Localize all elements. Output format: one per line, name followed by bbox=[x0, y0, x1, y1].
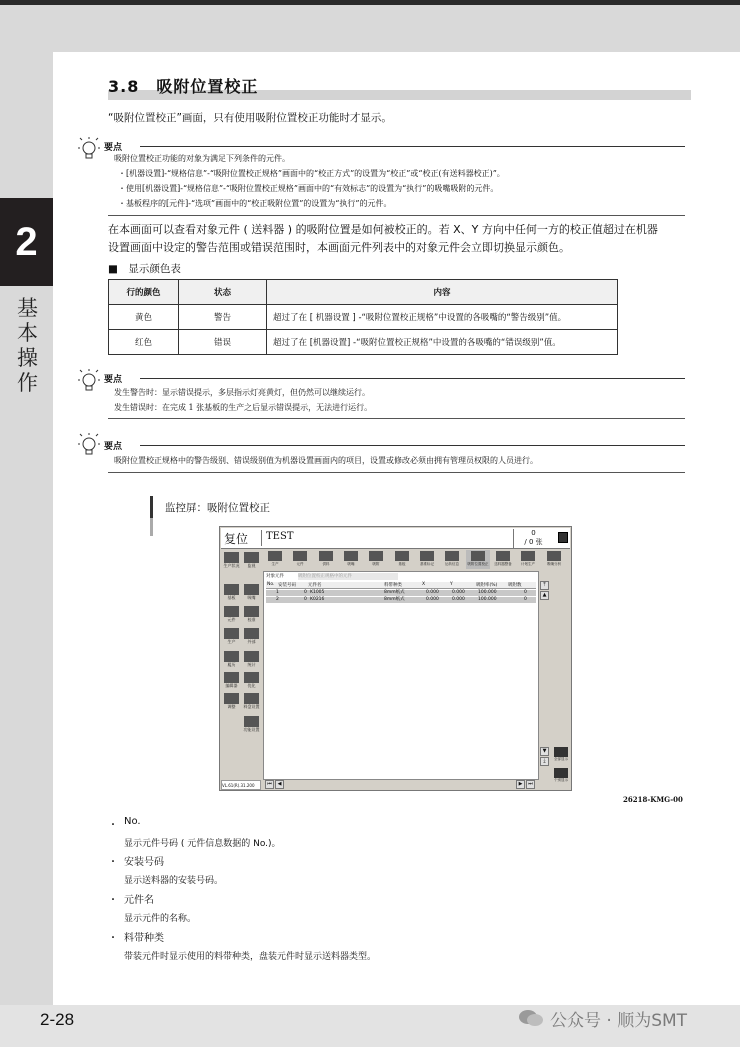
toolbar-button[interactable]: 吸嘴 bbox=[339, 550, 363, 569]
menu-button[interactable]: 功能设置 bbox=[242, 716, 261, 736]
toolbar-icon bbox=[420, 551, 434, 561]
menu-button[interactable]: 统计 bbox=[242, 651, 261, 671]
tip-line: ・使用[机器设置]-“规格信息”-“吸附位置校正规格”画面中的“有效标志”的设置为“执行”的吸嘴吸附的元件。 bbox=[118, 184, 499, 193]
tip-label: 要点 bbox=[104, 143, 123, 153]
lightbulb-icon bbox=[78, 369, 100, 395]
scroll-bottom-icon[interactable]: ⤓ bbox=[540, 757, 549, 766]
toolbar-button[interactable]: 元件 bbox=[288, 550, 312, 569]
show-single-icon bbox=[554, 768, 568, 778]
filter-label: 对象元件 bbox=[266, 574, 284, 579]
bullet-icon: ・ bbox=[108, 857, 118, 868]
toolbar-button[interactable]: 计划生产 bbox=[516, 550, 540, 569]
menu-icon bbox=[244, 693, 259, 704]
menu-button[interactable]: 吸嘴 bbox=[242, 584, 261, 604]
scroll-up-icon[interactable]: ▲ bbox=[540, 591, 549, 600]
toolbar-button[interactable]: 送料器整备 bbox=[491, 550, 515, 569]
table-cell: 超过了在 [机器设置] -“吸附位置校正规格”中设置的各吸嘴的“错误级别”值。 bbox=[267, 330, 618, 355]
section-title: 3.8 吸附位置校正 bbox=[108, 77, 259, 96]
definition-desc: 带装元件时显示使用的料带种类，盘装元件时显示送料器类型。 bbox=[124, 952, 377, 962]
table-header: 行的颜色 bbox=[109, 280, 179, 305]
menu-icon bbox=[244, 552, 259, 563]
menu-icon bbox=[224, 606, 239, 617]
menu-button[interactable]: 生产 bbox=[222, 628, 241, 648]
show-all-icon bbox=[554, 747, 568, 757]
body-line: 在本画面可以查看对象元件 ( 送料器 ) 的吸附位置是如何被校正的。若 X、Y 方向中任何一方的校正值超过在机器 bbox=[108, 223, 658, 236]
scroll-left-icon[interactable]: ◀ bbox=[275, 780, 284, 789]
screen-side-menu bbox=[221, 550, 261, 790]
tip-rule bbox=[140, 378, 685, 379]
menu-button[interactable]: 调整 bbox=[222, 693, 241, 713]
program-name: TEST bbox=[266, 531, 294, 542]
watermark: 公众号 · 顺为SMT bbox=[550, 1011, 688, 1031]
menu-icon bbox=[224, 628, 239, 639]
definition-desc: 显示元件号码 ( 元件信息数据的 No.)。 bbox=[124, 839, 281, 849]
menu-icon bbox=[244, 628, 259, 639]
menu-icon bbox=[244, 651, 259, 662]
menu-icon bbox=[244, 672, 259, 683]
toolbar-icon bbox=[369, 551, 383, 561]
component-list-panel bbox=[263, 571, 539, 780]
screen-header bbox=[221, 528, 570, 549]
counter-total: / 0 张 bbox=[524, 538, 543, 546]
scroll-down-icon[interactable]: ▼ bbox=[540, 747, 549, 756]
tip-divider bbox=[108, 418, 685, 419]
menu-icon bbox=[224, 651, 239, 662]
table-cell: 警告 bbox=[179, 305, 267, 330]
scroll-last-icon[interactable]: ⏭ bbox=[526, 780, 535, 789]
table-header: 状态 bbox=[179, 280, 267, 305]
menu-icon bbox=[244, 716, 259, 727]
close-icon[interactable] bbox=[558, 532, 568, 543]
menu-icon bbox=[244, 584, 259, 595]
software-version: VL.61(R).31.200 bbox=[221, 780, 261, 790]
menu-button[interactable]: 料盘设置 bbox=[242, 693, 261, 713]
menu-button[interactable]: 外部 bbox=[242, 628, 261, 648]
scroll-right-icon[interactable]: ▶ bbox=[516, 780, 525, 789]
grid-header: No. 安装号码 元件名 料带种类 X Y 吸附率(%) 吸附数 bbox=[266, 582, 536, 589]
definition-term: 料带种类 bbox=[124, 933, 164, 944]
table-cell: 红色 bbox=[109, 330, 179, 355]
tip-line: 吸附位置校正功能的对象为满足下列条件的元件。 bbox=[114, 154, 290, 163]
table-cell: 错误 bbox=[179, 330, 267, 355]
tip-rule bbox=[140, 445, 685, 446]
tip-line: 吸附位置校正规格中的警告级别、错误级别值为机器设置画面内的项目，设置或修改必须由拥有管理员权限的人员进行。 bbox=[114, 456, 538, 465]
bullet-icon: ・ bbox=[108, 820, 118, 831]
board-counter bbox=[513, 529, 553, 548]
menu-icon bbox=[224, 672, 239, 683]
table-row[interactable]: 1 0 K1005 8mm纸式 0.000 0.000 100.000 0 bbox=[266, 590, 536, 596]
tip-line: ・[机器设置]-“规格信息”-“吸附位置校正规格”画面中的“校正方式”的设置为“校正”或“校正(有送料器校正)”。 bbox=[118, 169, 505, 178]
tip-divider bbox=[108, 215, 685, 216]
table-cell: 黄色 bbox=[109, 305, 179, 330]
menu-button[interactable]: 生产状况 bbox=[222, 552, 241, 572]
monitor-screen bbox=[219, 526, 572, 791]
menu-button[interactable]: 优化 bbox=[242, 672, 261, 692]
wechat-icon bbox=[518, 1008, 544, 1028]
toolbar-button[interactable]: 基准标记 bbox=[415, 550, 439, 569]
menu-button[interactable]: 编辑器 bbox=[222, 672, 241, 692]
screen-toolbar bbox=[263, 550, 571, 570]
tip-rule bbox=[140, 146, 685, 147]
bullet-icon: ・ bbox=[108, 933, 118, 944]
table-header: 内容 bbox=[267, 280, 618, 305]
tip-label: 要点 bbox=[104, 442, 123, 452]
toolbar-icon bbox=[344, 551, 358, 561]
toolbar-icon bbox=[471, 551, 485, 561]
tip-label: 要点 bbox=[104, 375, 123, 385]
show-all-button[interactable]: 全部显示 bbox=[552, 747, 570, 764]
vertical-scrollbar[interactable] bbox=[540, 581, 549, 766]
menu-icon bbox=[224, 584, 239, 595]
scroll-top-icon[interactable]: ⤒ bbox=[540, 581, 549, 590]
chapter-title: 基本操作 bbox=[17, 296, 38, 395]
lightbulb-icon bbox=[78, 137, 100, 163]
definition-desc: 显示送料器的安装号码。 bbox=[124, 876, 224, 886]
menu-button[interactable]: 履历 bbox=[222, 651, 241, 671]
menu-icon bbox=[244, 606, 259, 617]
table-row bbox=[109, 330, 618, 355]
reset-button[interactable]: 复位 bbox=[224, 530, 262, 546]
figure-id: 26218-KMG-00 bbox=[623, 795, 683, 804]
tip-line: 发生警告时：显示错误提示，多层指示灯亮黄灯，但仍然可以继续运行。 bbox=[114, 388, 370, 397]
toolbar-icon bbox=[521, 551, 535, 561]
section-intro: “吸附位置校正”画面，只有使用吸附位置校正功能时才显示。 bbox=[108, 112, 392, 124]
filter-field[interactable]: 吸附位置校正规格中的元件 bbox=[298, 573, 398, 580]
monitor-marker-shade bbox=[150, 518, 153, 536]
toolbar-icon bbox=[319, 551, 333, 561]
toolbar-button[interactable]: 供料 bbox=[314, 550, 338, 569]
toolbar-icon bbox=[293, 551, 307, 561]
menu-icon bbox=[224, 693, 239, 704]
monitor-label: 监控屏：吸附位置校正 bbox=[165, 502, 270, 514]
toolbar-icon bbox=[395, 551, 409, 561]
horizontal-scrollbar[interactable] bbox=[263, 780, 539, 790]
toolbar-button[interactable]: 吸附 bbox=[364, 550, 388, 569]
body-paragraph bbox=[108, 221, 691, 257]
tip-line: 发生错误时：在完成 1 张基板的生产之后显示错误提示，无法进行运行。 bbox=[114, 403, 373, 412]
toolbar-button[interactable]: 吸嘴分析 bbox=[542, 550, 566, 569]
top-border bbox=[0, 0, 740, 5]
toolbar-button-active[interactable]: 吸附位置校正 bbox=[466, 550, 490, 569]
lightbulb-icon bbox=[78, 433, 100, 459]
body-line: 设置画面中设定的警告范围或错误范围时，本画面元件列表中的对象元件会立即切换显示颜色。 bbox=[108, 241, 570, 254]
menu-button[interactable]: 监视 bbox=[242, 552, 261, 572]
tip-divider bbox=[108, 472, 685, 473]
table-title: ■ 显示颜色表 bbox=[108, 263, 181, 275]
toolbar-button[interactable]: 生产 bbox=[263, 550, 287, 569]
menu-icon bbox=[224, 552, 239, 563]
toolbar-icon bbox=[496, 551, 510, 561]
tip-line: ・基板程序的[元件]-“选项”画面中的“校正吸附位置”的设置为“执行”的元件。 bbox=[118, 199, 392, 208]
toolbar-icon bbox=[268, 551, 282, 561]
view-buttons bbox=[552, 747, 570, 787]
table-row bbox=[109, 305, 618, 330]
color-table bbox=[108, 279, 618, 355]
toolbar-button[interactable]: 运转信息 bbox=[440, 550, 464, 569]
definition-term: 安装号码 bbox=[124, 857, 164, 868]
definition-desc: 显示元件的名称。 bbox=[124, 914, 197, 924]
definition-term: 元件名 bbox=[124, 895, 154, 906]
chapter-number: 2 bbox=[0, 198, 53, 286]
menu-button[interactable]: 元件 bbox=[222, 606, 241, 626]
toolbar-button[interactable]: 基板 bbox=[390, 550, 414, 569]
bullet-icon: ・ bbox=[108, 895, 118, 906]
table-cell: 超过了在 [ 机器设置 ] -“吸附位置校正规格”中设置的各吸嘴的“警告级别”值。 bbox=[267, 305, 618, 330]
show-single-button[interactable]: 个别显示 bbox=[552, 768, 570, 785]
counter-value: 0 bbox=[531, 529, 536, 537]
definition-term: No. bbox=[124, 816, 141, 827]
toolbar-icon bbox=[547, 551, 561, 561]
menu-button[interactable]: 校准 bbox=[242, 606, 261, 626]
scroll-first-icon[interactable]: ⏮ bbox=[265, 780, 274, 789]
menu-button[interactable]: 基板 bbox=[222, 584, 241, 604]
page-number: 2-28 bbox=[40, 1010, 75, 1029]
toolbar-icon bbox=[445, 551, 459, 561]
table-row[interactable]: 2 0 K0216 8mm纸式 0.000 0.000 100.000 0 bbox=[266, 597, 536, 603]
